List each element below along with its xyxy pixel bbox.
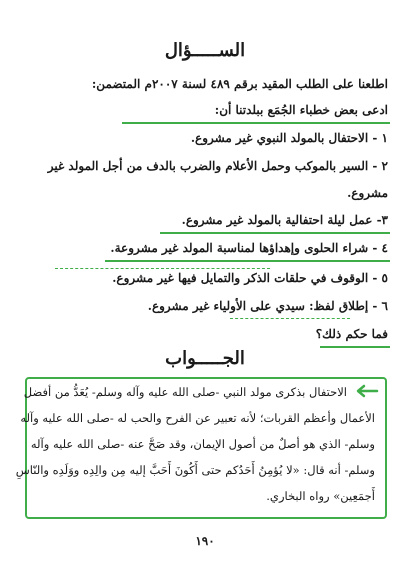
answer-line-3: وسلم- الذي هو أصلٌ من أصول الإيمان، وقد صَحَّ عنه -صلى الله عليه وآله <box>30 437 375 451</box>
answer-line-4: وسلم- أنه قال: «لا يُؤمِنُ أَحَدُكم حتى أَكُونَ أَحَبَّ إليه مِن والِدِه ووَلَدِه والنّاسِ <box>15 463 375 477</box>
question-item-2: ٢ - السير بالموكب وحمل الأعلام والضرب بالدف من أجل المولد غير <box>47 159 388 173</box>
item-4-underline <box>105 260 390 262</box>
question-heading: الســـــؤال <box>164 40 246 61</box>
answer-line-5: أَجمَعِين» رواه البخاري. <box>266 489 375 503</box>
question-item-6: ٦ - إطلاق لفظ: سيدي على الأولياء غير مشروع. <box>147 299 388 313</box>
question-claim: ادعى بعض خطباء الجُمَع ببلدتنا أن: <box>214 103 388 117</box>
item-4-dashed-mark <box>55 268 270 269</box>
item-3-underline <box>160 232 390 234</box>
question-item-4: ٤ - شراء الحلوى وإهداؤها لمناسبة المولد غير مشروعة. <box>110 241 388 255</box>
question-closing: فما حكم ذلك؟ <box>315 327 388 341</box>
question-intro: اطلعنا على الطلب المقيد برقم ٤٨٩ لسنة ٢٠٠٧م المتضمن: <box>91 77 388 91</box>
page-number: ١٩٠ <box>195 534 215 548</box>
answer-heading: الجـــــواب <box>165 348 245 369</box>
answer-line-2: الأعمال وأعظم القربات؛ لأنه تعبير عن الفرح والحب له -صلى الله عليه وآله <box>20 411 375 425</box>
question-item-5: ٥ - الوقوف في حلقات الذكر والتمايل فيها غير مشروع. <box>112 271 388 285</box>
question-item-1: ١ - الاحتفال بالمولد النبوي غير مشروع. <box>190 131 388 145</box>
answer-box <box>15 377 387 519</box>
question-item-2-cont: مشروع. <box>347 186 388 200</box>
claim-underline <box>122 122 390 124</box>
answer-line-1: الاحتفال بذكرى مولد النبي -صلى الله عليه وآله وسلم- يُعَدُّ من أفضل <box>23 385 347 399</box>
item-6-dashed-mark <box>230 318 350 319</box>
question-item-3: ٣- عمل ليلة احتفالية بالمولد غير مشروع. <box>181 213 388 227</box>
arrow-icon <box>353 384 379 398</box>
